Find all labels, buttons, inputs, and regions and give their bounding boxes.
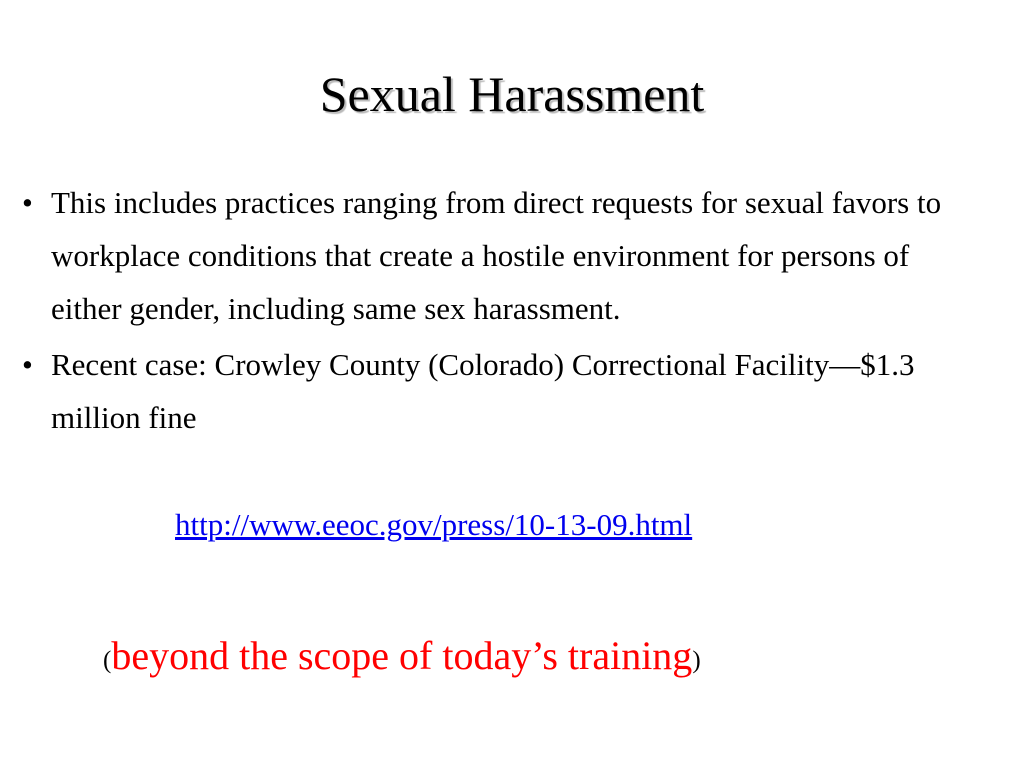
bullet-text: This includes practices ranging from direct requests for sexual favors to workplace conditions that create a hostile environment for persons of either gender, including same sex harassment.: [51, 185, 942, 326]
slide-title: Sexual Harassment: [319, 66, 705, 122]
bullet-item: [22, 338, 1012, 444]
note-text: beyond the scope of today’s training: [111, 633, 693, 678]
bullet-icon: •: [22, 347, 33, 382]
bullet-item: [22, 176, 1012, 335]
note-close-paren: ): [692, 647, 701, 674]
note-open-paren: (: [103, 647, 112, 674]
scope-note: [103, 632, 701, 679]
bullet-list: [22, 176, 1012, 447]
bullet-text: Recent case: Crowley County (Colorado) Correctional Facility—$1.3 million fine: [51, 347, 915, 435]
bullet-icon: •: [22, 185, 33, 220]
press-release-link[interactable]: http://www.eeoc.gov/press/10-13-09.html: [175, 507, 693, 542]
